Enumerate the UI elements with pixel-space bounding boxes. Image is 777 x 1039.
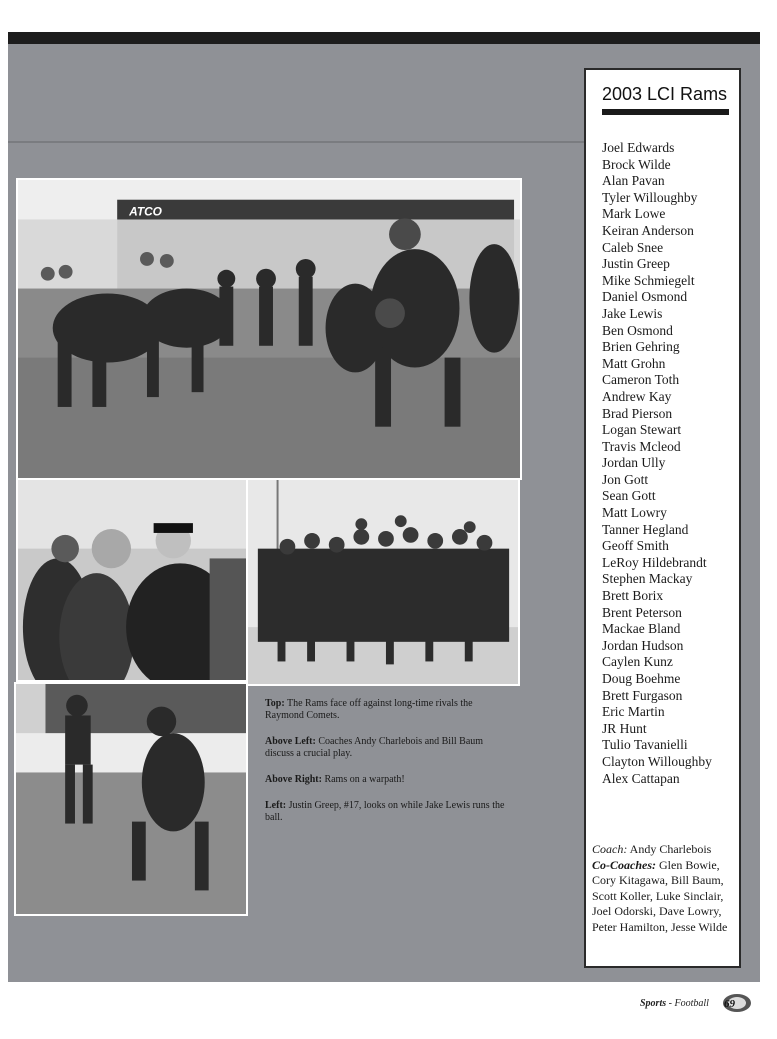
page-number-badge [718, 992, 752, 1014]
roster-title-rule [602, 109, 729, 115]
roster-panel [584, 68, 741, 968]
player-name: Justin Greep [602, 256, 670, 272]
player-name: Logan Stewart [602, 422, 682, 438]
player-name: LeRoy Hildebrandt [602, 554, 707, 570]
panel-divider [8, 141, 588, 143]
coach-name: Andy Charlebois [629, 842, 712, 856]
player-name: Joel Edwards [602, 140, 675, 155]
photo-top-faceoff [16, 178, 522, 480]
coach-label: Coach: [592, 842, 628, 856]
player-name: Andrew Kay [602, 388, 672, 404]
player-name: Jake Lewis [602, 305, 663, 321]
caption-above-left: Above Left: Coaches Andy Charlebois and Bill Baum discuss a crucial play. [265, 736, 484, 759]
player-name: Matt Grohn [602, 355, 666, 371]
player-name: Alan Pavan [602, 173, 665, 189]
player-name: Brett Borix [602, 588, 664, 604]
page-number: 69 [724, 998, 735, 1010]
player-name: Jordan Ully [602, 455, 666, 471]
footer-subsection: Football [674, 998, 709, 1009]
player-name: Brien Gehring [602, 339, 680, 355]
photo-coaches [16, 478, 248, 682]
player-name: Eric Martin [602, 704, 665, 720]
player-name: Travis Mcleod [602, 438, 681, 454]
cocoaches-names: Glen Bowie, Cory Kitagawa, Bill Baum, Scott Koller, Luke Sinclair, Joel Odorski, Dave Lowry, Peter Hamilton, Jesse Wilde [592, 857, 728, 934]
player-name: Mark Lowe [602, 206, 666, 222]
coaching-staff [592, 842, 735, 935]
player-name: Keiran Anderson [602, 222, 694, 238]
caption-left: Left: Justin Greep, #17, looks on while Jake Lewis runs the ball. [265, 800, 505, 823]
cocoaches-label: Co-Coaches: [592, 857, 656, 872]
player-name: Sean Gott [602, 488, 656, 504]
player-name: Alex Cattapan [602, 770, 680, 786]
player-name: Doug Boehme [602, 671, 681, 686]
top-rule [8, 32, 760, 44]
page-footer: Sports - Football [640, 998, 709, 1009]
player-name: Caylen Kunz [602, 654, 673, 670]
player-list [602, 140, 712, 787]
photo-warpath [246, 478, 520, 686]
player-name: Jon Gott [602, 471, 649, 487]
player-name: Brett Furgason [602, 687, 683, 703]
player-name: Jordan Hudson [602, 637, 684, 653]
player-name: Clayton Willoughby [602, 753, 712, 769]
player-name: Caleb Snee [602, 239, 664, 255]
player-name: Brad Pierson [602, 405, 673, 421]
caption-above-right: Above Right: Rams on a warpath! [265, 774, 405, 785]
player-name: Geoff Smith [602, 538, 669, 554]
player-name: Stephen Mackay [602, 571, 693, 587]
player-name: Matt Lowry [602, 505, 667, 521]
player-name: Mackae Bland [602, 621, 681, 637]
photo-captions [265, 698, 510, 838]
player-name: Daniel Osmond [602, 289, 688, 305]
caption-top: Top: The Rams face off against long-time rivals the Raymond Comets. [265, 698, 473, 721]
player-name: Tanner Hegland [602, 521, 689, 537]
player-name: Mike Schmiegelt [602, 272, 695, 288]
building-sign: ATCO [129, 204, 162, 219]
player-name: Cameron Toth [602, 372, 680, 388]
player-name: Tulio Tavanielli [602, 737, 688, 753]
player-name: Brent Peterson [602, 604, 682, 620]
player-name: JR Hunt [602, 720, 647, 736]
footer-section: Sports [640, 998, 667, 1009]
player-name: Ben Osmond [602, 322, 673, 338]
roster-title: 2003 LCI Rams [602, 84, 728, 104]
player-name: Tyler Willoughby [602, 189, 698, 205]
player-name: Brock Wilde [602, 156, 671, 172]
photo-run-play [14, 682, 248, 916]
